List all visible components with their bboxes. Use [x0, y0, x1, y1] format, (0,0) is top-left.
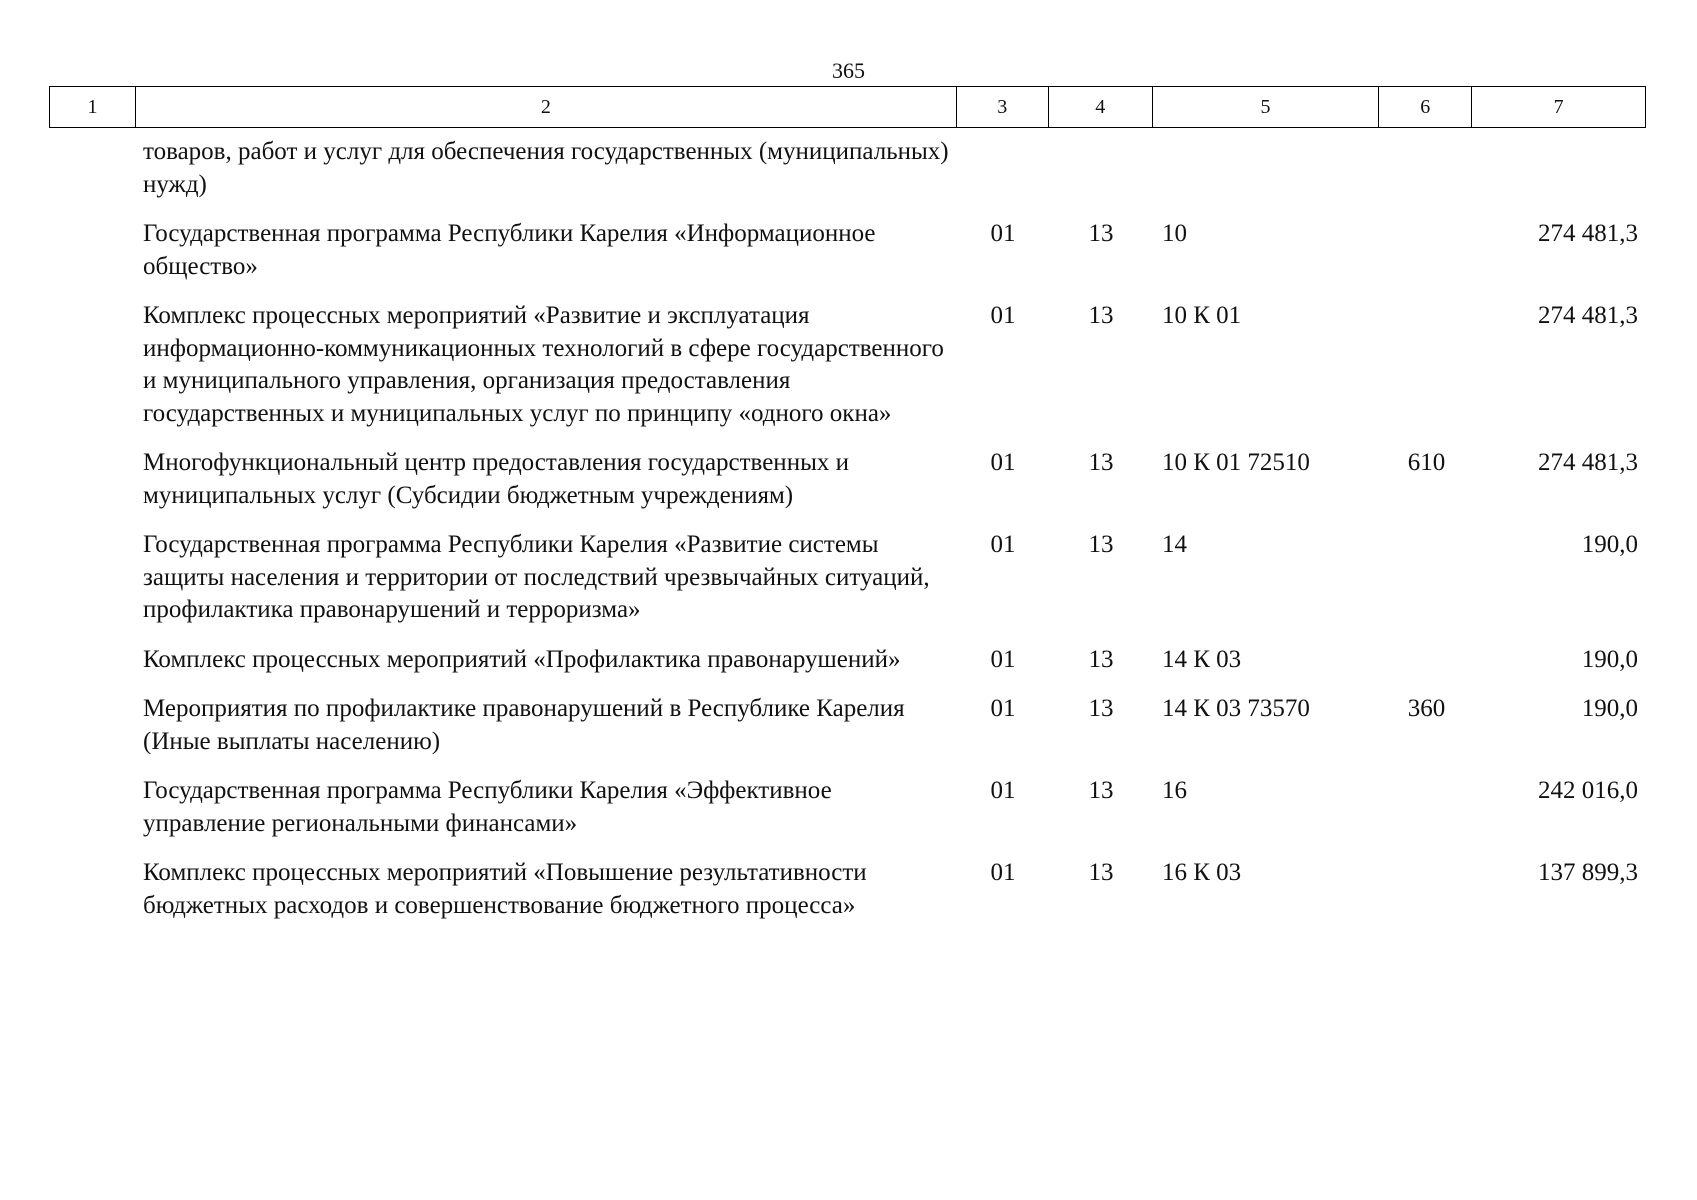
row-target-article-code: 16 К 03 — [1162, 859, 1242, 886]
row-expense-type-code: 610 — [1407, 449, 1446, 476]
row-target-article-code: 10 К 01 — [1162, 302, 1242, 329]
row-target-article-code: 14 К 03 — [1162, 645, 1242, 673]
table-row — [49, 644, 1646, 677]
table-row — [49, 136, 1646, 201]
row-section-code: 01 — [990, 531, 1016, 558]
row-amount: 190,0 — [1581, 695, 1638, 722]
table-row — [49, 300, 1646, 430]
table-row — [49, 447, 1646, 512]
row-amount: 242 016,0 — [1538, 777, 1638, 804]
row-amount: 190,0 — [1581, 645, 1638, 673]
row-expense-type-code — [1380, 775, 1473, 840]
row-description: Комплекс процессных мероприятий «Развитие и эксплуатация информационно-коммуникационных технологий в сфере государственного и муниципального управления, организация предоставления государственных и муниципальных услуг по принципу «одного окна» — [143, 302, 944, 427]
row-description: Многофункциональный центр предоставления государственных и муниципальных услуг (Субсидии бюджетным учреждениям) — [143, 449, 849, 509]
row-description: Государственная программа Республики Карелия «Эффективное управление региональными финансами» — [143, 777, 832, 837]
column-header-1: 1 — [50, 87, 136, 127]
row-section-code: 01 — [990, 859, 1016, 886]
row-subsection-code: 13 — [1088, 302, 1114, 329]
row-section-code: 01 — [990, 220, 1016, 247]
row-subsection-code: 13 — [1088, 449, 1114, 476]
row-subsection-code — [1049, 136, 1153, 201]
row-description: Государственная программа Республики Карелия «Информационное общество» — [143, 220, 876, 280]
page-number: 365 — [832, 58, 865, 83]
row-expense-type-code: 360 — [1407, 695, 1446, 722]
row-expense-type-code — [1380, 644, 1473, 677]
row-description: Комплекс процессных мероприятий «Повышение результативности бюджетных расходов и совершенствование бюджетного процесса» — [143, 859, 867, 919]
row-subsection-code: 13 — [1088, 531, 1114, 558]
row-description: товаров, работ и услуг для обеспечения государственных (муниципальных) нужд) — [143, 138, 949, 198]
row-subsection-code: 13 — [1088, 645, 1114, 673]
row-amount: 274 481,3 — [1538, 302, 1638, 329]
row-target-article-code: 10 — [1162, 220, 1187, 247]
row-amount: 274 481,3 — [1538, 220, 1638, 247]
row-amount: 137 899,3 — [1538, 859, 1638, 886]
column-number-header — [49, 86, 1646, 128]
row-subsection-code: 13 — [1088, 695, 1114, 722]
row-target-article-code: 14 К 03 73570 — [1162, 695, 1310, 722]
row-expense-type-code — [1380, 136, 1473, 201]
table-row — [49, 218, 1646, 283]
row-expense-type-code — [1380, 218, 1473, 283]
row-description: Государственная программа Республики Карелия «Развитие системы защиты населения и территории от последствий чрезвычайных ситуаций, профилактика правонарушений и терроризма» — [143, 531, 930, 623]
table-row — [49, 529, 1646, 627]
row-subsection-code: 13 — [1088, 777, 1114, 804]
table-row — [49, 693, 1646, 758]
column-header-4: 4 — [1049, 87, 1153, 127]
row-amount: 190,0 — [1581, 531, 1638, 558]
column-header-6: 6 — [1379, 87, 1472, 127]
row-section-code: 01 — [990, 302, 1016, 329]
row-subsection-code: 13 — [1088, 220, 1114, 247]
row-section-code: 01 — [990, 777, 1016, 804]
table-row — [49, 775, 1646, 840]
row-target-article-code — [1153, 136, 1380, 201]
row-section-code — [957, 136, 1049, 201]
row-subsection-code: 13 — [1088, 859, 1114, 886]
column-header-5: 5 — [1153, 87, 1380, 127]
table-row — [49, 857, 1646, 922]
row-amount: 274 481,3 — [1538, 449, 1638, 476]
row-target-article-code: 10 К 01 72510 — [1162, 449, 1310, 476]
row-target-article-code: 14 — [1162, 531, 1187, 558]
row-section-code: 01 — [990, 645, 1016, 673]
column-header-7: 7 — [1553, 95, 1564, 118]
row-description: Мероприятия по профилактике правонарушений в Республике Карелия (Иные выплаты населению) — [143, 695, 905, 755]
row-amount — [1473, 136, 1646, 201]
row-expense-type-code — [1380, 300, 1473, 430]
column-header-3: 3 — [957, 87, 1049, 127]
row-section-code: 01 — [990, 449, 1016, 476]
row-expense-type-code — [1380, 529, 1473, 627]
row-description: Комплекс процессных мероприятий «Профилактика правонарушений» — [143, 645, 901, 673]
column-header-2: 2 — [136, 87, 957, 127]
row-section-code: 01 — [990, 695, 1016, 722]
row-target-article-code: 16 — [1162, 777, 1187, 804]
row-expense-type-code — [1380, 857, 1473, 922]
budget-table-body — [49, 136, 1646, 939]
